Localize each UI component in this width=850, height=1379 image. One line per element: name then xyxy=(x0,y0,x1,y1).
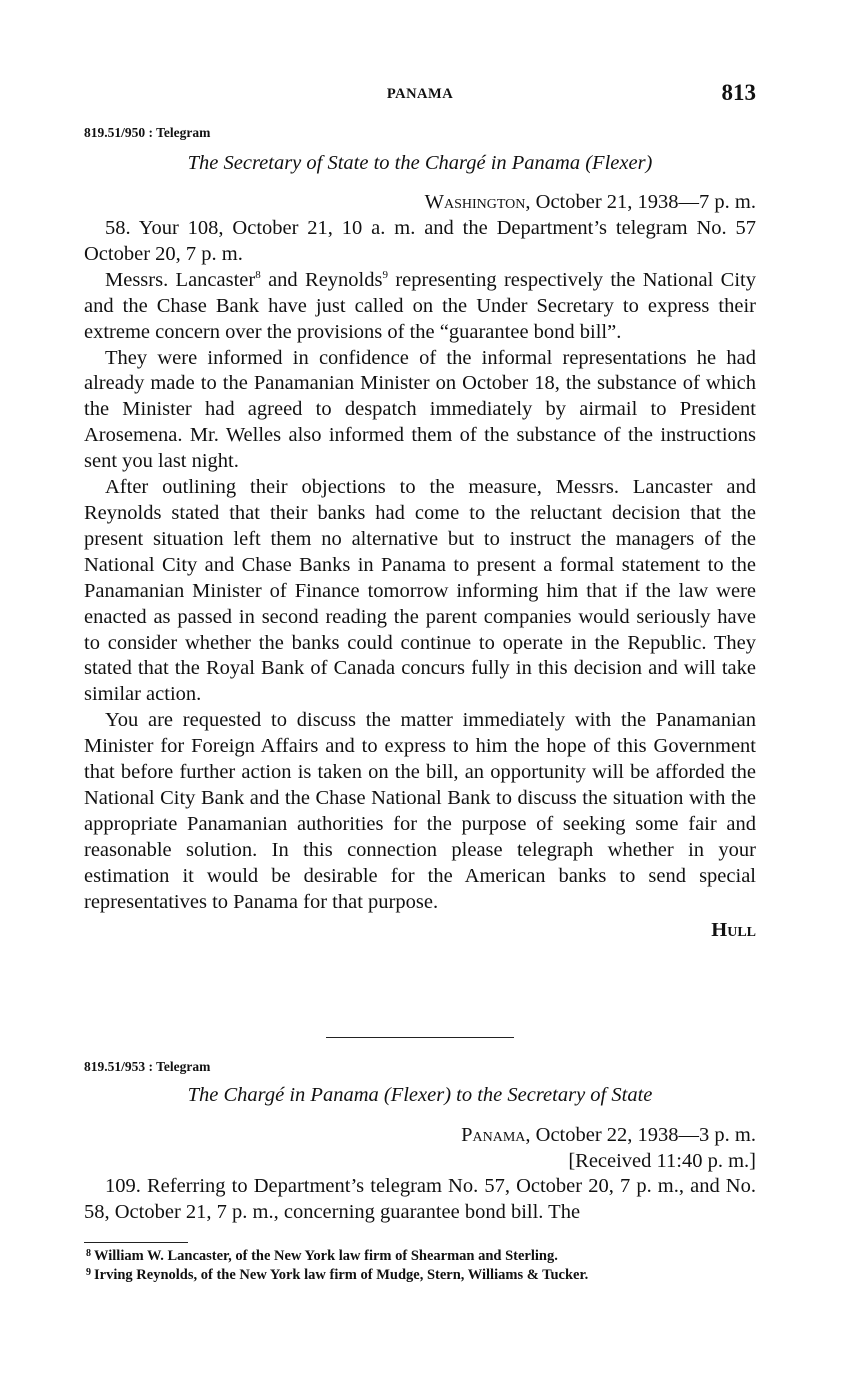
footnote-rule xyxy=(84,1242,188,1243)
footnote xyxy=(84,1265,756,1284)
running-head xyxy=(84,80,756,110)
footnote-mark: 9 xyxy=(86,1266,91,1278)
signature: Hull xyxy=(711,919,756,942)
footnote-text: William W. Lancaster, of the New York law firm of Shearman and Sterling. xyxy=(94,1248,558,1264)
document-title: The Secretary of State to the Chargé in Panama (Flexer) xyxy=(187,152,653,174)
dateline xyxy=(84,1122,756,1148)
dateline xyxy=(84,189,756,215)
dateline-date: , October 22, 1938—3 p. m. xyxy=(525,1124,756,1146)
dateline-place: Panama xyxy=(461,1124,526,1146)
received-line: [Received 11:40 p. m.] xyxy=(568,1150,756,1172)
telegram-953 xyxy=(84,1058,756,1226)
footnote-text: Irving Reynolds, of the New York law firm of Mudge, Stern, Williams & Tucker. xyxy=(94,1266,589,1283)
file-reference: 819.51/953 : Telegram xyxy=(84,1059,211,1074)
footnote-ref: 8 xyxy=(255,268,261,281)
footnotes xyxy=(84,1242,756,1283)
paragraph: 109. Referring to Department’s telegram No. 57, October 20, 7 p. m., and No. 58, October 21, 7 p. m., concerning guarantee bond bill. The xyxy=(84,1175,756,1223)
paragraph: You are requested to discuss the matter immediately with the Panamanian Minister for Foreign Affairs and to express to him the hope of this Government that before further action is taken on the bill, an opportunity will be afforded the National City Bank and the Chase National Bank to discuss the situation with the appropriate Panamanian authorities for the purpose of seeking some fair and reasonable solution. In this connection please telegraph whether in your estimation it would be desirable for the American banks to send special representatives to Panama for that purpose. xyxy=(84,709,756,913)
text-run: and Reynolds xyxy=(260,268,383,291)
text-run: representing respectively the National City and the Chase Bank have just called on the Under Secretary to express their extreme concern over the provisions of the “guarantee bond bill”. xyxy=(84,268,756,343)
paragraph: 58. Your 108, October 21, 10 a. m. and the Department’s telegram No. 57 October 20, 7 p. m. xyxy=(84,217,756,265)
section-divider xyxy=(326,1037,514,1038)
text-run: Messrs. Lancaster xyxy=(105,268,256,291)
document-title: The Chargé in Panama (Flexer) to the Secretary of State xyxy=(187,1084,653,1106)
paragraph xyxy=(84,268,756,346)
page-number: 813 xyxy=(721,80,756,105)
footnote xyxy=(84,1246,756,1265)
footnote-mark: 8 xyxy=(86,1248,91,1259)
dateline-date: , October 21, 1938—7 p. m. xyxy=(525,191,756,213)
paragraph: They were informed in confidence of the informal representations he had already made to the Panamanian Minister on October 18, the substance of which the Minister had agreed to despatch immediately by airmail to President Arosemena. Mr. Welles also informed them of the substance of the instructions sent you last night. xyxy=(84,346,756,473)
dateline-place: Washington xyxy=(424,191,526,213)
footnote-ref: 9 xyxy=(382,268,388,281)
file-reference: 819.51/950 : Telegram xyxy=(84,125,211,140)
running-head-title: PANAMA xyxy=(386,86,454,102)
telegram-950 xyxy=(84,124,756,943)
paragraph: After outlining their objections to the measure, Messrs. Lancaster and Reynolds stated that their banks had come to the reluctant decision that the present situation left them no alternative but to instruct the managers of the National City and Chase Banks in Panama to present a formal statement to the Panamanian Minister of Finance tomorrow informing him that if the law were enacted as passed in second reading the parent companies would seriously have to consider whether the banks could continue to operate in the Republic. They stated that the Royal Bank of Canada concurs fully in this decision and will take similar action. xyxy=(84,476,756,706)
